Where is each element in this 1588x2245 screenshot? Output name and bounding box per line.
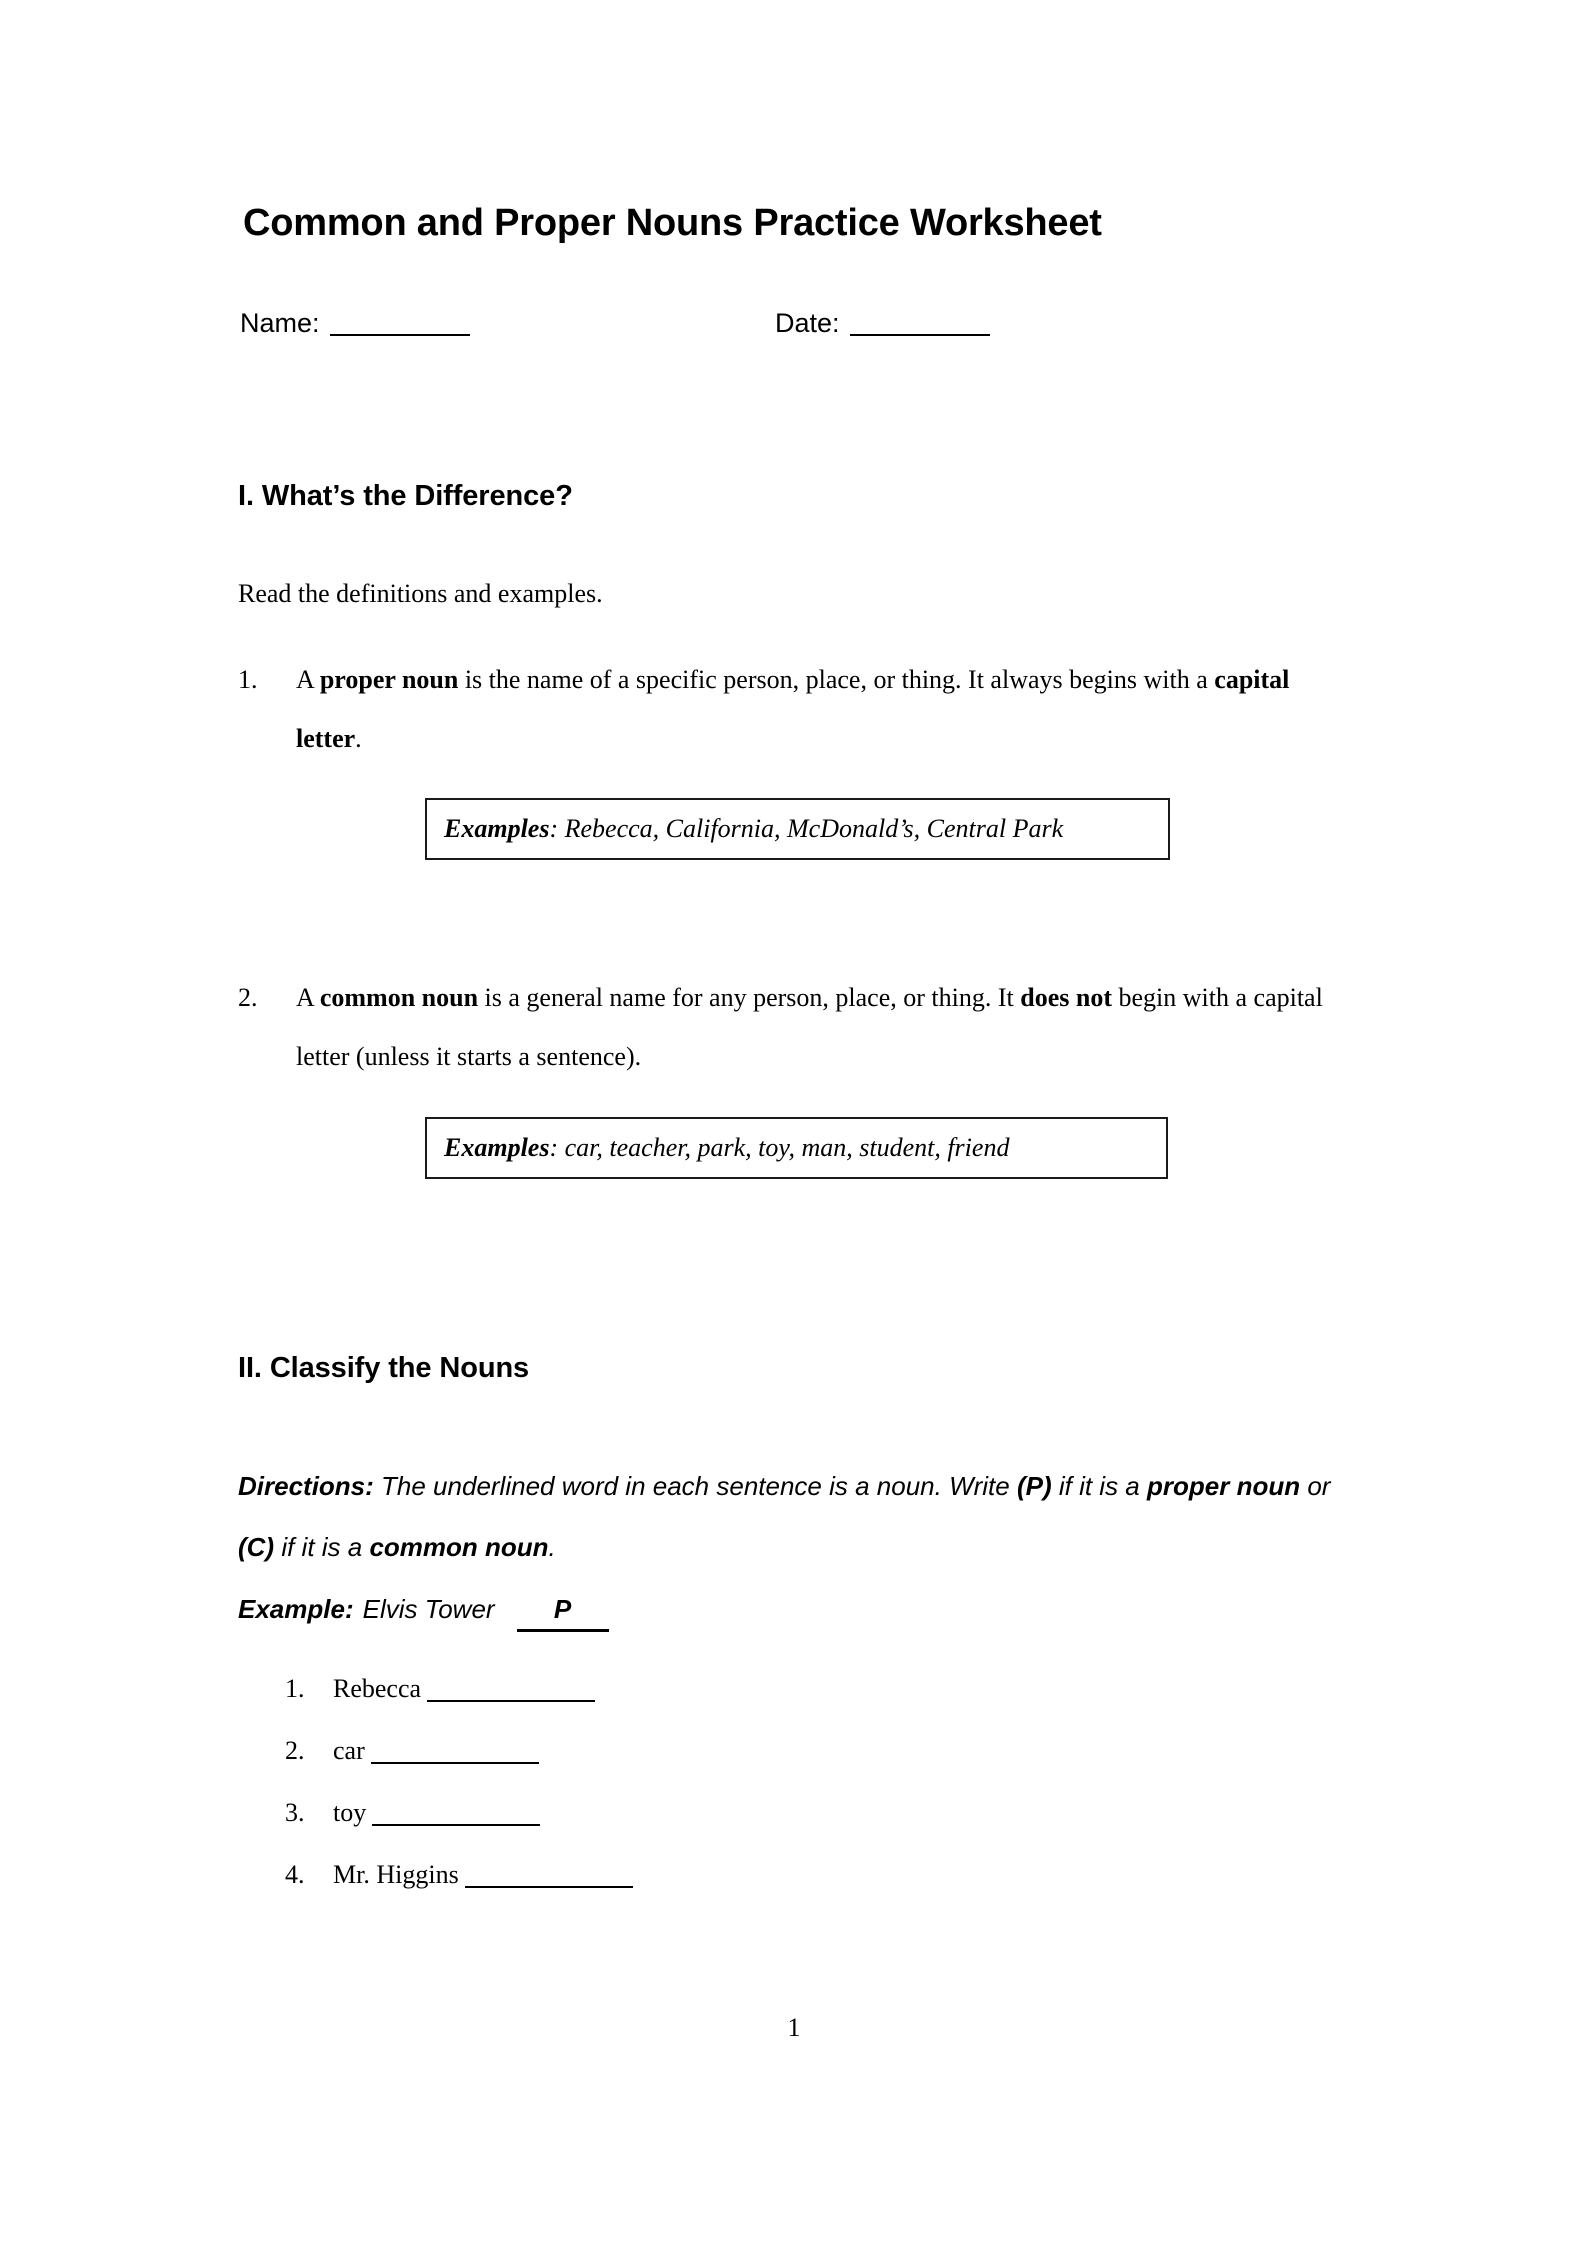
- definition-text-tail: .: [355, 724, 362, 753]
- directions-code-c: (C): [238, 1532, 275, 1562]
- examples-box-common-noun: [425, 1117, 1168, 1179]
- definition-text-lead: A: [296, 665, 320, 694]
- list-item: [285, 1796, 1185, 1858]
- definition-item-proper-noun: [238, 650, 1348, 768]
- question-word: car: [333, 1736, 365, 1765]
- question-word: Mr. Higgins: [333, 1860, 459, 1889]
- page-title: Common and Proper Nouns Practice Worksheet: [243, 202, 1102, 244]
- name-label: Name:: [240, 308, 320, 338]
- question-answer-rule[interactable]: [372, 1824, 540, 1826]
- examples-list: : car, teacher, park, toy, man, student, friend: [549, 1133, 1010, 1162]
- examples-label: Examples: [444, 1133, 550, 1162]
- directions-code-p: (P): [1016, 1471, 1052, 1501]
- date-input-rule[interactable]: [850, 334, 990, 336]
- list-item: [285, 1734, 1185, 1796]
- section-one-instruction: Read the definitions and examples.: [238, 579, 603, 608]
- definition-number: 2.: [238, 983, 258, 1012]
- definition-bold-term: proper noun: [319, 665, 459, 694]
- worked-example-line: [238, 1592, 609, 1632]
- question-word: toy: [333, 1798, 367, 1827]
- date-label: Date:: [775, 308, 840, 338]
- worked-example-label: Example:: [238, 1594, 354, 1624]
- question-answer-rule[interactable]: [427, 1700, 595, 1702]
- section-two-heading: II. Classify the Nouns: [238, 1352, 530, 1384]
- question-body: [333, 1796, 540, 1830]
- definition-bold-term-secondary: does not: [1020, 983, 1112, 1012]
- examples-box-proper-noun: [425, 798, 1170, 860]
- question-word: Rebecca: [333, 1674, 422, 1703]
- list-item: [285, 1858, 1185, 1920]
- directions-part-5: .: [548, 1532, 556, 1562]
- page-number: 1: [787, 2013, 801, 2042]
- question-number: 3.: [285, 1798, 305, 1827]
- list-item: [285, 1672, 1185, 1734]
- definition-text: [296, 968, 1348, 1086]
- section-one-heading: I. What’s the Difference?: [238, 480, 573, 512]
- definition-text-lead: A: [296, 983, 320, 1012]
- definition-bold-term-secondary: capital letter: [296, 665, 1290, 753]
- directions-part-3: or: [1300, 1471, 1331, 1501]
- directions-term-proper: proper noun: [1147, 1471, 1301, 1501]
- definition-text-tail: begin with a capital letter (unless it starts a sentence).: [296, 983, 1323, 1071]
- question-answer-rule[interactable]: [465, 1886, 633, 1888]
- directions-part-1: The underlined word in each sentence is a noun. Write: [373, 1471, 1017, 1501]
- directions-part-4: if it is a: [274, 1532, 370, 1562]
- date-field[interactable]: [775, 306, 990, 340]
- question-number: 2.: [285, 1736, 305, 1765]
- question-number: 4.: [285, 1860, 305, 1889]
- name-field[interactable]: [240, 306, 470, 340]
- definition-number: 1.: [238, 665, 258, 694]
- worked-example-word: Elvis Tower: [362, 1594, 495, 1624]
- name-input-rule[interactable]: [330, 334, 470, 336]
- definition-bold-term: common noun: [319, 983, 479, 1012]
- definition-text: [296, 650, 1348, 768]
- student-info-row: [240, 306, 1350, 346]
- examples-list: : Rebecca, California, McDonald’s, Central Park: [549, 814, 1064, 843]
- question-body: [333, 1734, 539, 1768]
- definition-text-middle: is the name of a specific person, place, or thing. It always begins with a: [458, 665, 1215, 694]
- section-two-directions: [238, 1456, 1348, 1578]
- directions-part-2: if it is a: [1051, 1471, 1147, 1501]
- question-body: [333, 1672, 595, 1706]
- directions-term-common: common noun: [369, 1532, 549, 1562]
- examples-label: Examples: [444, 814, 550, 843]
- classify-questions-list: [285, 1672, 1185, 1920]
- worked-example-answer: P: [517, 1592, 609, 1632]
- question-answer-rule[interactable]: [371, 1762, 539, 1764]
- definition-item-common-noun: [238, 968, 1348, 1086]
- question-body: [333, 1858, 633, 1892]
- definition-text-middle: is a general name for any person, place, or thing. It: [478, 983, 1021, 1012]
- directions-label: Directions:: [238, 1471, 374, 1501]
- question-number: 1.: [285, 1674, 305, 1703]
